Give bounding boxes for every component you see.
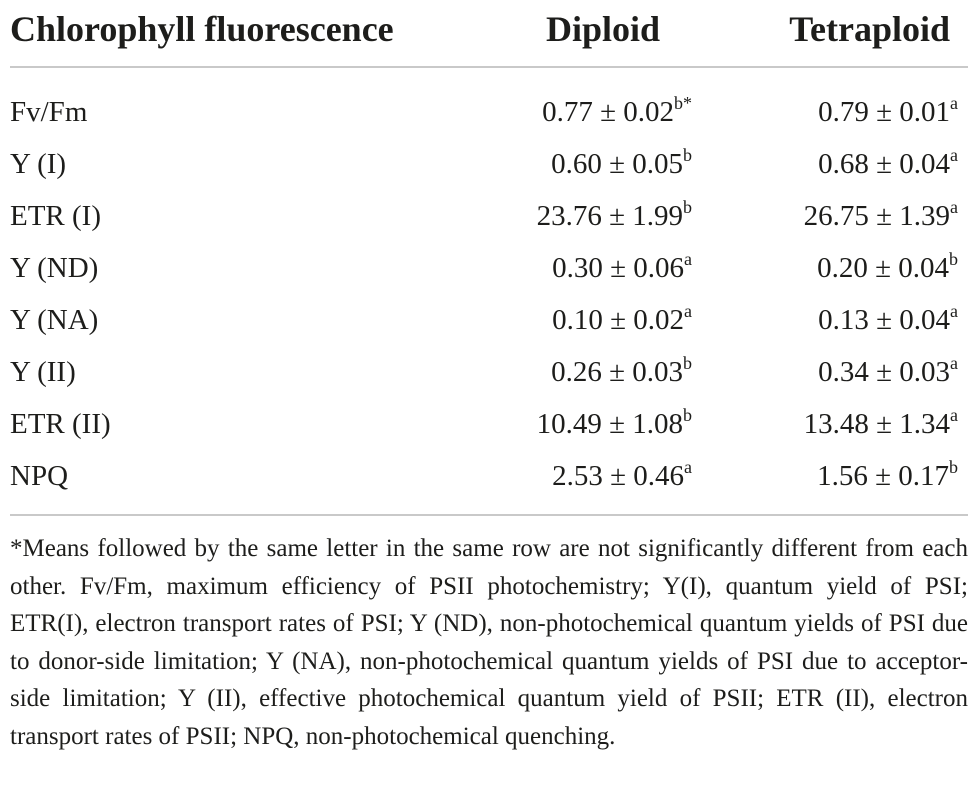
measurement-value: 10.49 ± 1.08 <box>536 407 683 440</box>
significance-letter: b* <box>674 92 692 113</box>
row-label: Y (NA) <box>10 303 99 336</box>
table-body <box>10 67 968 515</box>
table-row <box>10 242 968 294</box>
diploid-value <box>450 67 700 138</box>
row-label: ETR (II) <box>10 407 111 440</box>
significance-letter: a <box>684 456 692 477</box>
table-footnote: *Means followed by the same letter in the same row are not significantly different from each other. Fv/Fm, maximum efficiency of PSII photochemistry; Y(I), quantum yield of PSI; ETR(I), electron transport rates of PSI; Y (ND), non-photochemical quantum yields of PSI due to donor-side limitation; Y (NA), non-photochemical quantum yields of PSI due to acceptor-side limitation; Y (II), effective photochemical quantum yield of PSII; ETR (II), electron transport rates of PSII; NPQ, non-photochemical quenching. <box>10 535 968 750</box>
significance-letter: a <box>950 92 958 113</box>
significance-letter: b <box>949 456 958 477</box>
diploid-value <box>450 294 700 346</box>
measurement-value: 13.48 ± 1.34 <box>803 407 950 440</box>
table-row <box>10 67 968 138</box>
table-row <box>10 190 968 242</box>
measurement-value: 1.56 ± 0.17 <box>817 459 949 492</box>
row-label: ETR (I) <box>10 199 101 232</box>
measurement-value: 0.10 ± 0.02 <box>552 303 684 336</box>
row-label: Y (ND) <box>10 251 99 284</box>
tetraploid-value <box>700 398 968 450</box>
diploid-value <box>450 450 700 515</box>
measurement-value: 0.20 ± 0.04 <box>817 251 949 284</box>
row-label: Y (II) <box>10 355 76 388</box>
tetraploid-value <box>700 450 968 515</box>
tetraploid-value <box>700 190 968 242</box>
table-row <box>10 294 968 346</box>
measurement-value: 0.68 ± 0.04 <box>818 147 950 180</box>
measurement-value: 0.34 ± 0.03 <box>818 355 950 388</box>
measurement-value: 23.76 ± 1.99 <box>536 199 683 232</box>
diploid-value <box>450 346 700 398</box>
significance-letter: a <box>684 248 692 269</box>
table-header <box>10 8 968 67</box>
measurement-value: 0.13 ± 0.04 <box>818 303 950 336</box>
measurement-value: 0.77 ± 0.02 <box>542 95 674 128</box>
tetraploid-value <box>700 67 968 138</box>
diploid-value <box>450 242 700 294</box>
header-row <box>10 8 968 67</box>
row-label: Fv/Fm <box>10 95 88 128</box>
significance-letter: a <box>950 352 958 373</box>
col-header-chlorophyll-fluorescence: Chlorophyll fluorescence <box>10 8 450 67</box>
measurement-value: 26.75 ± 1.39 <box>803 199 950 232</box>
measurement-value: 0.60 ± 0.05 <box>551 147 683 180</box>
measurement-value: 0.26 ± 0.03 <box>551 355 683 388</box>
table-row <box>10 398 968 450</box>
col-header-diploid: Diploid <box>450 8 700 67</box>
measurement-value: 0.30 ± 0.06 <box>552 251 684 284</box>
significance-letter: a <box>950 300 958 321</box>
significance-letter: b <box>949 248 958 269</box>
significance-letter: a <box>950 196 958 217</box>
tetraploid-value <box>700 346 968 398</box>
table-row <box>10 138 968 190</box>
tetraploid-value <box>700 242 968 294</box>
diploid-value <box>450 398 700 450</box>
row-label: Y (I) <box>10 147 67 180</box>
tetraploid-value <box>700 138 968 190</box>
significance-letter: a <box>684 300 692 321</box>
significance-letter: b <box>683 196 692 217</box>
diploid-value <box>450 190 700 242</box>
measurement-value: 2.53 ± 0.46 <box>552 459 684 492</box>
significance-letter: b <box>683 144 692 165</box>
significance-letter: a <box>950 404 958 425</box>
diploid-value <box>450 138 700 190</box>
table-row <box>10 346 968 398</box>
col-header-tetraploid: Tetraploid <box>700 8 968 67</box>
chlorophyll-fluorescence-table <box>10 8 968 516</box>
table-row <box>10 450 968 515</box>
significance-letter: a <box>950 144 958 165</box>
significance-letter: b <box>683 404 692 425</box>
row-label: NPQ <box>10 459 69 492</box>
measurement-value: 0.79 ± 0.01 <box>818 95 950 128</box>
significance-letter: b <box>683 352 692 373</box>
tetraploid-value <box>700 294 968 346</box>
